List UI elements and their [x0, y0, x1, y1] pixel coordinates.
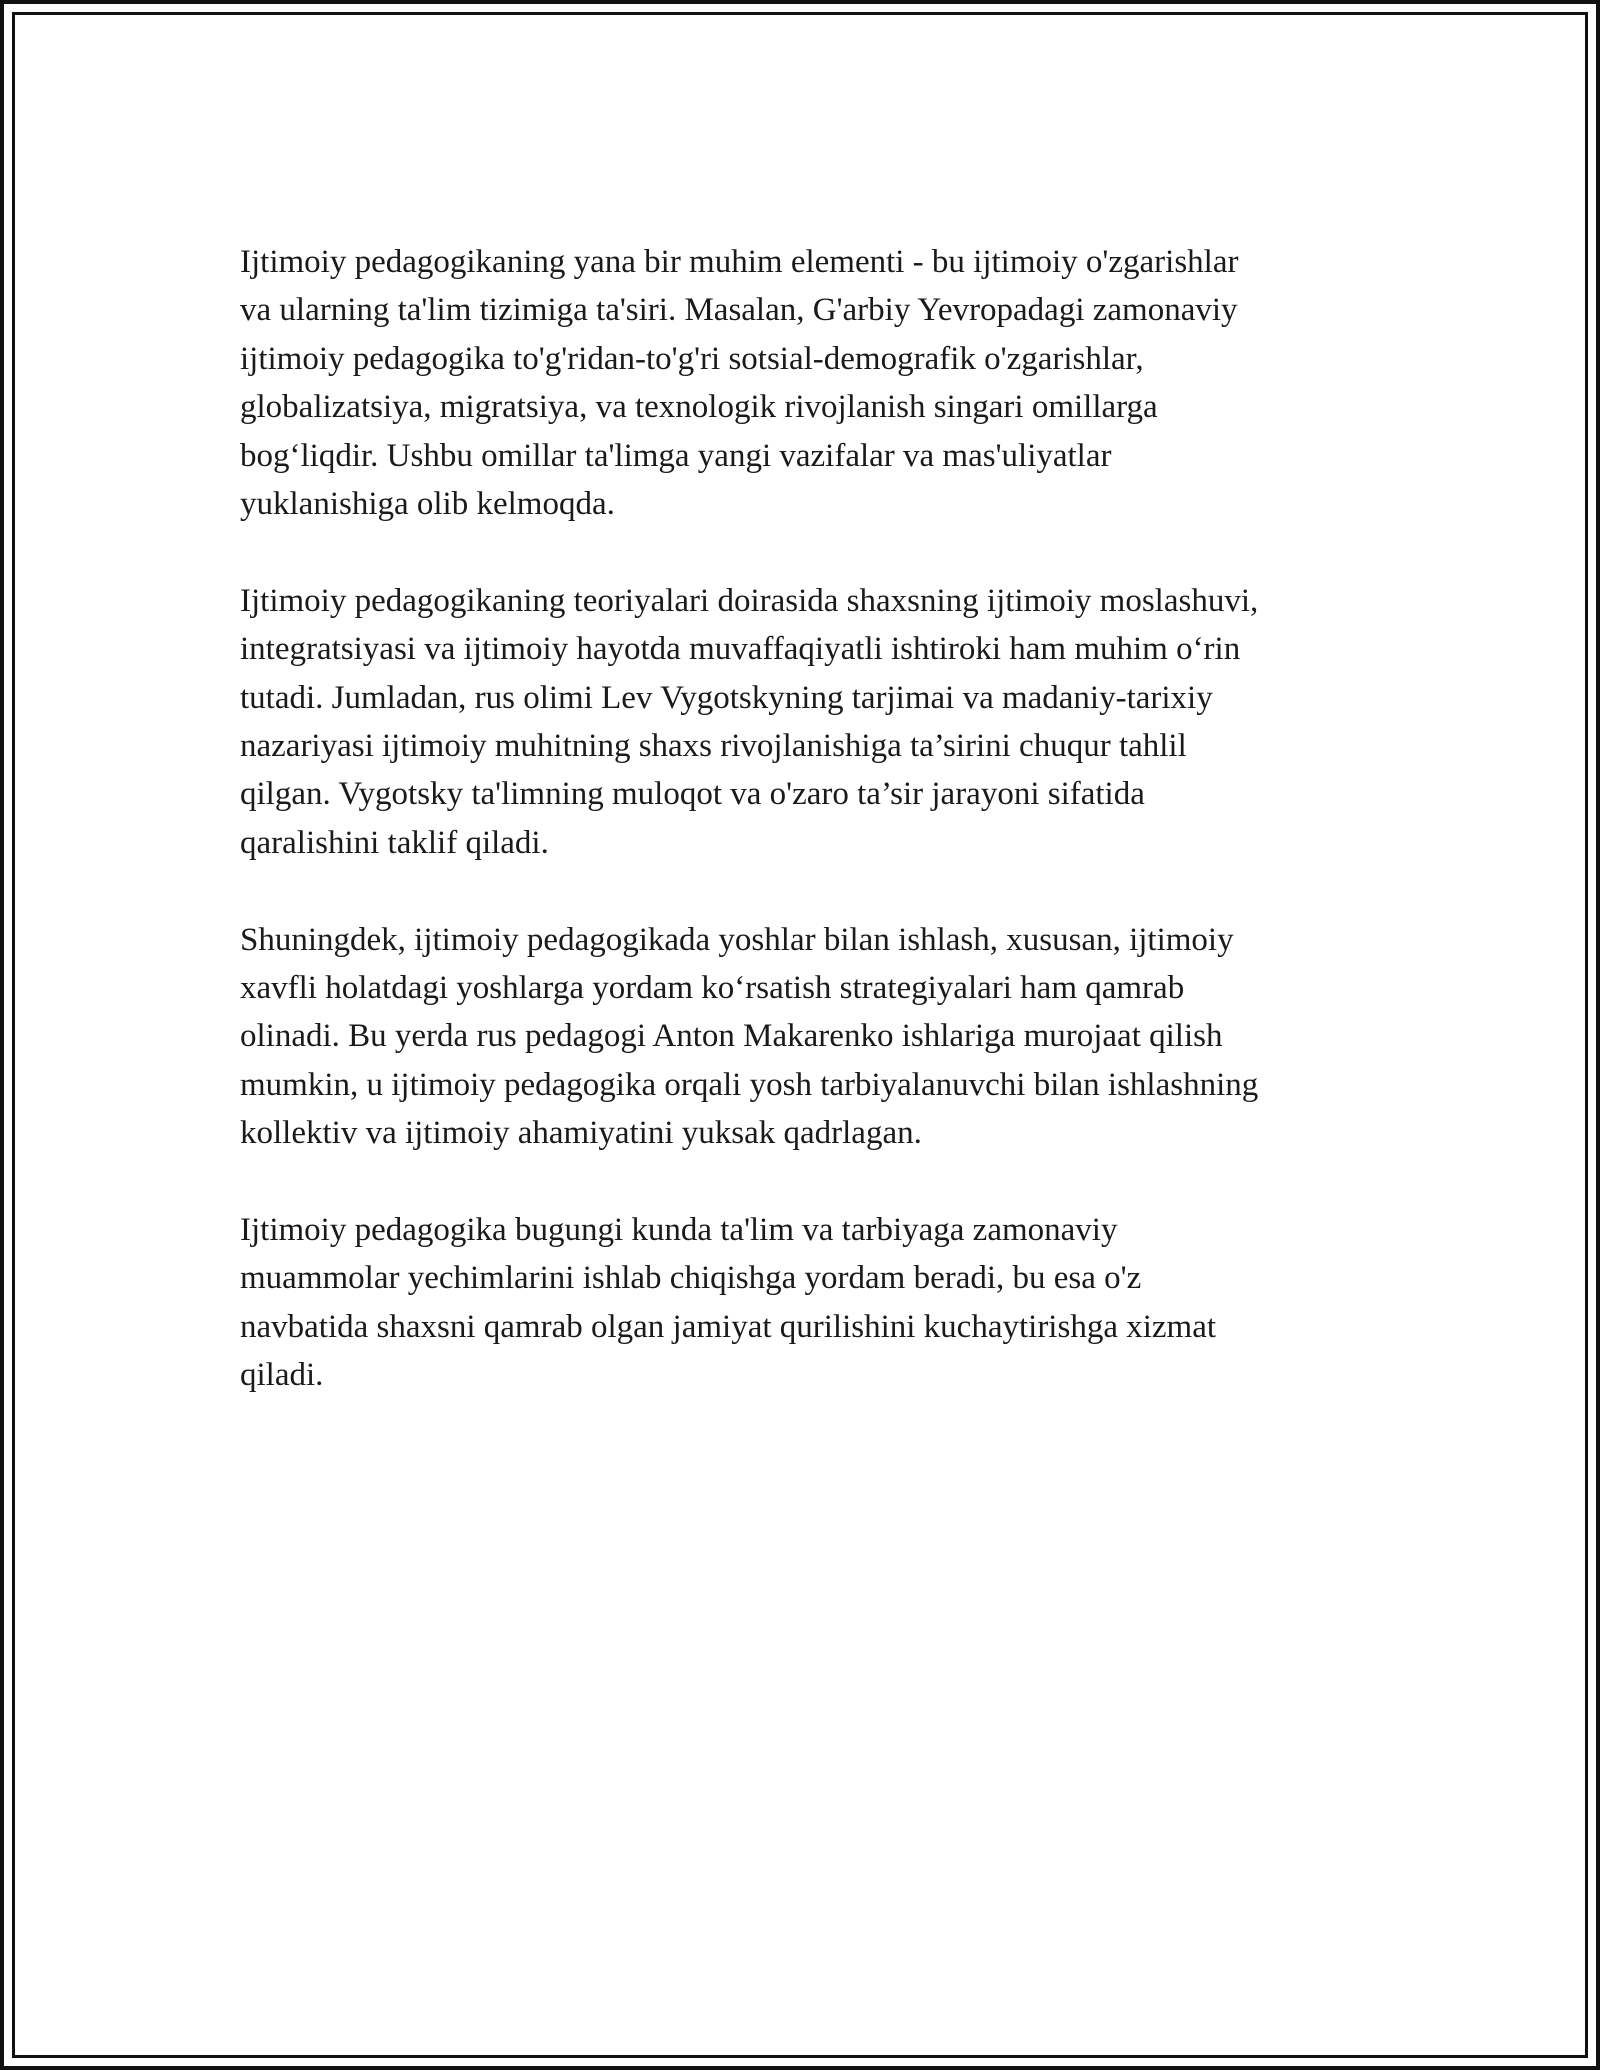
paragraph-3: Shuningdek, ijtimoiy pedagogikada yoshlar bilan ishlash, xususan, ijtimoiy xavfli holatdagi yoshlarga yordam ko‘rsatish strategiyalari ham qamrab olinadi. Bu yerda rus pedagogi Anton Makarenko ishlariga murojaat qilish mumkin, u ijtimoiy pedagogika orqali yosh tarbiyalanuvchi bilan ishlashning kollektiv va ijtimoiy ahamiyatini yuksak qadrlagan. [240, 921, 1259, 1152]
document-body [240, 238, 1400, 1448]
paragraph-2: Ijtimoiy pedagogikaning teoriyalari doirasida shaxsning ijtimoiy moslashuvi, integratsiyasi va ijtimoiy hayotda muvaffaqiyatli ishtiroki ham muhim o‘rin tutadi. Jumladan, rus olimi Lev Vygotskyning tarjimai va madaniy-tarixiy nazariyasi ijtimoiy muhitning shaxs rivojlanishiga ta’sirini chuqur tahlil qilgan. Vygotsky ta'limning muloqot va o'zaro ta’sir jarayoni sifatida qaralishini taklif qiladi. [240, 582, 1259, 861]
paragraph-1: Ijtimoiy pedagogikaning yana bir muhim elementi - bu ijtimoiy o'zgarishlar va ularning ta'lim tizimiga ta'siri. Masalan, G'arbiy Yevropadagi zamonaviy ijtimoiy pedagogika to'g'ridan-to'g'ri sotsial-demografik o'zgarishlar, globalizatsiya, migratsiya, va texnologik rivojlanish singari omillarga bog‘liqdir. Ushbu omillar ta'limga yangi vazifalar va mas'uliyatlar yuklanishiga olib kelmoqda. [240, 244, 1239, 523]
paragraph-4: Ijtimoiy pedagogika bugungi kunda ta'lim va tarbiyaga zamonaviy muammolar yechimlarini ishlab chiqishga yordam beradi, bu esa o'z navbatida shaxsni qamrab olgan jamiyat qurilishini kuchaytirishga xizmat qiladi. [240, 1212, 1217, 1394]
